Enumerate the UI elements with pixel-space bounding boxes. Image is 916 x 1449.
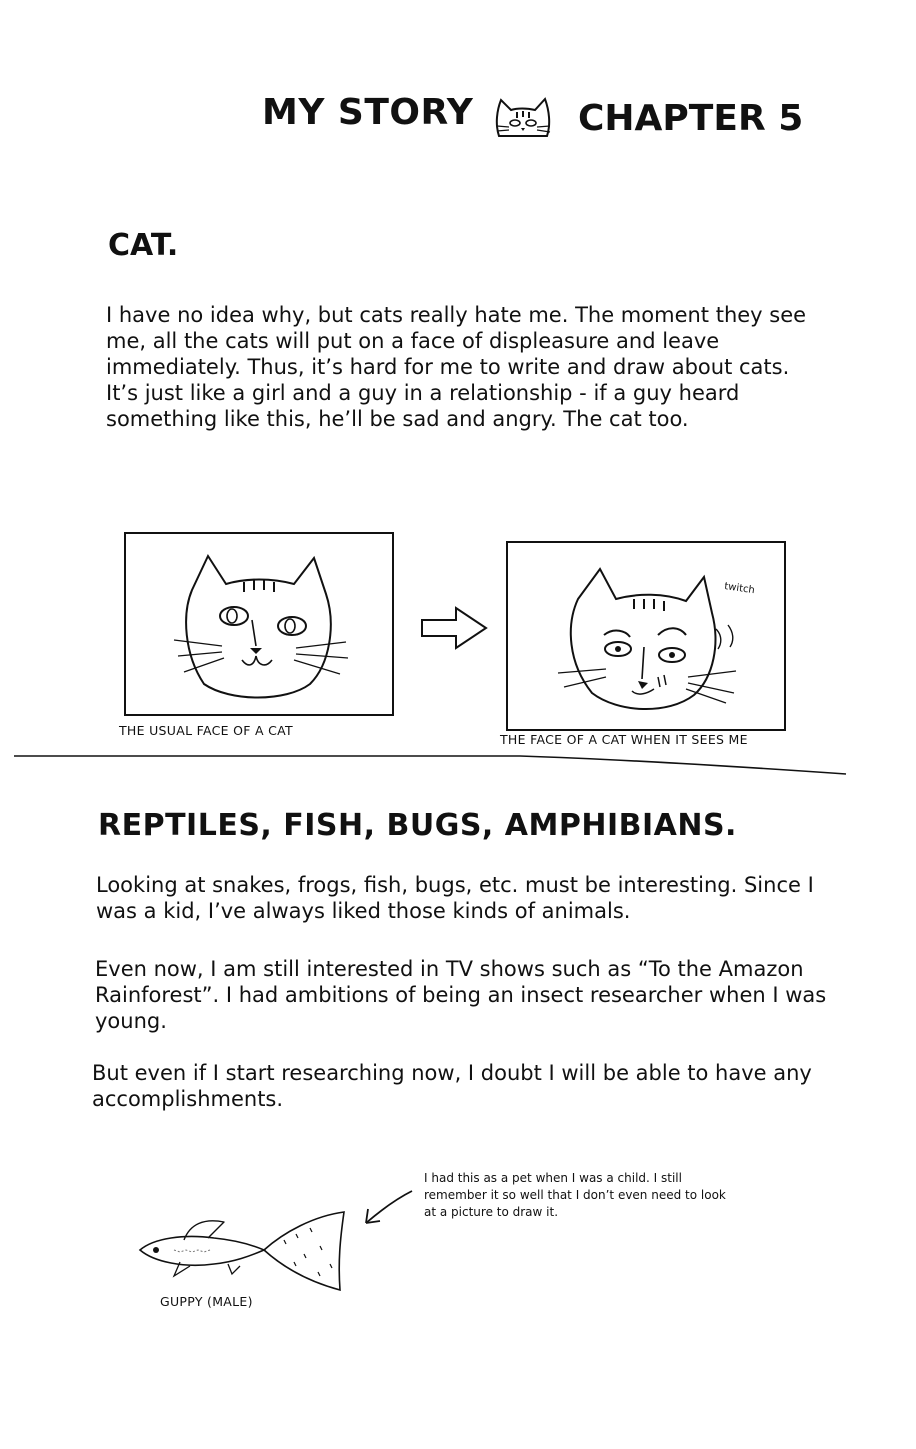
section-heading-cat: CAT. (108, 228, 179, 263)
guppy-fish-illustration (134, 1210, 348, 1300)
reptiles-paragraph-2: Even now, I am still interested in TV shows such as “To the Amazon Rainforest”. I had ambitions of being an insect researcher when I was young. (95, 957, 827, 1033)
panel-angry-cat (506, 541, 786, 731)
guppy-note: I had this as a pet when I was a child. I still remember it so well that I don’t even need to look at a picture to draw it. (424, 1171, 726, 1219)
sfx-twitch: twitch (723, 581, 756, 597)
reptiles-paragraph-1: Looking at snakes, frogs, fish, bugs, etc. must be interesting. Since I was a kid, I’ve always liked those kinds of animals. (96, 873, 814, 923)
reptiles-paragraph-3: But even if I start researching now, I doubt I will be able to have any accomplishments. (92, 1061, 812, 1111)
page-title: MY STORY (262, 92, 474, 133)
guppy-caption: GUPPY (MALE) (160, 1294, 253, 1309)
caption-usual-cat: THE USUAL FACE OF A CAT (119, 723, 293, 738)
usual-cat-drawing (126, 534, 392, 714)
chapter-label: CHAPTER 5 (578, 98, 804, 139)
right-arrow-icon (420, 604, 490, 652)
angry-cat-drawing (508, 543, 784, 729)
section-divider (0, 752, 916, 776)
arrow-icon (360, 1185, 416, 1229)
panel-usual-cat (124, 532, 394, 716)
caption-angry-cat: THE FACE OF A CAT WHEN IT SEES ME (500, 732, 748, 747)
section-heading-reptiles: REPTILES, FISH, BUGS, AMPHIBIANS. (98, 808, 737, 843)
cat-face-icon (493, 96, 553, 138)
cat-paragraph: I have no idea why, but cats really hate me. The moment they see me, all the cats will put on a face of displeasure and leave immediately. Thus, it’s hard for me to write and draw about cats. It’s just like a girl and a guy in a relationship - if a guy heard something like this, he’ll be sad and angry. The cat too. (106, 303, 807, 431)
